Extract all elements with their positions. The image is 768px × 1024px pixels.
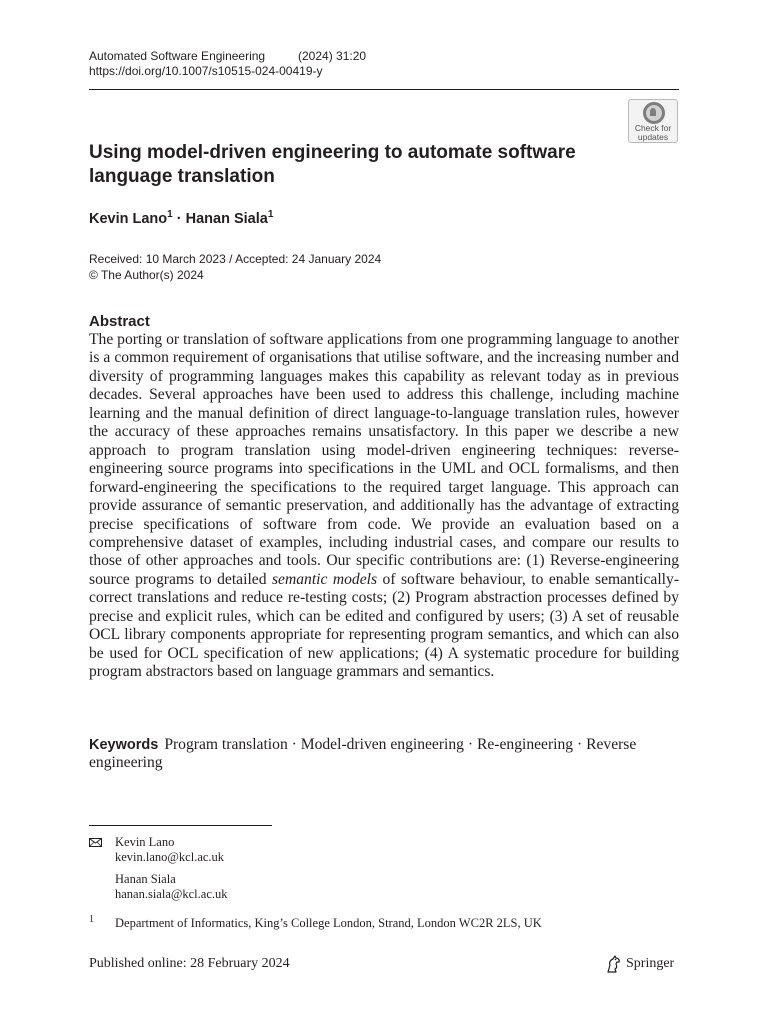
correspondence-name: Hanan Siala [115, 872, 176, 886]
check-for-updates-badge[interactable] [628, 99, 678, 143]
affiliation-marker: 1 [267, 209, 274, 220]
publisher-name: Springer [626, 956, 675, 971]
journal-volume: (2024) 31:20 [298, 49, 367, 63]
abstract-text: of software behaviour, to enable semantically-correct translations and reduce re-testing costs; (2) Program abstraction processes defined by precise and explicit rules, which can be edited and configured by users; (3) A set of reusable OCL library components appropriate for representing program semantics, and which can also be used for OCL specification of new applications; (4) A systematic procedure for building program abstractors based on language grammars and semantics. [89, 570, 680, 681]
abstract-emphasis: semantic models [271, 570, 378, 588]
keywords-label: Keywords [89, 737, 159, 753]
header-divider [89, 89, 679, 90]
keywords [89, 736, 679, 773]
bookmark-icon [643, 102, 665, 124]
correspondence-email[interactable]: hanan.siala@kcl.ac.uk [115, 887, 228, 901]
check-updates-line1: Check for [634, 123, 672, 133]
affiliation-number: 1 [89, 914, 94, 925]
envelope-icon [89, 838, 102, 847]
paper-title: Using model-driven engineering to automate software language translation [89, 142, 576, 187]
author-name[interactable]: Hanan Siala [185, 210, 268, 227]
springer-horse-icon [604, 954, 624, 974]
correspondence-email[interactable]: kevin.lano@kcl.ac.uk [115, 850, 225, 864]
affiliation: Department of Informatics, King’s College London, Strand, London WC2R 2LS, UK [115, 916, 542, 930]
author-separator: · [172, 210, 186, 227]
author-list [89, 209, 273, 227]
affiliation-marker: 1 [167, 209, 173, 220]
abstract-text: The porting or translation of software applications from one programming language to another is a common requirement of organisations that utilise software, and the increasing number and diversity of programming languages makes this capability as relevant today as in previous decades. Several approaches have been used to address this challenge, including machine learning and the manual definition of direct language-to-language translation rules, however the accuracy of these approaches remains unsatisfactory. In this paper we describe a new approach to program translation using model-driven engineering techniques: reverse-engineering source programs into specifications in the UML and OCL formalisms, and then forward-engineering the specifications to the required target language. This approach can provide assurance of semantic preservation, and additionally has the advantage of extracting precise specifications of software from code. We provide an evaluation based on a comprehensive dataset of examples, including industrial cases, and compare our results to those of other approaches and tools. Our specific contributions are: (1) Reverse-engineering source programs to detailed [89, 331, 679, 588]
author-name[interactable]: Kevin Lano [89, 210, 168, 227]
published-online-date: Published online: 28 February 2024 [89, 956, 290, 971]
copyright-notice: © The Author(s) 2024 [89, 268, 204, 282]
check-updates-line2: updates [637, 132, 669, 142]
abstract-heading: Abstract [89, 313, 150, 330]
doi-link[interactable]: https://doi.org/10.1007/s10515-024-00419-y [89, 64, 323, 78]
correspondence-name: Kevin Lano [115, 835, 175, 849]
received-accepted-dates: Received: 10 March 2023 / Accepted: 24 January 2024 [89, 252, 382, 266]
footnote-divider [89, 825, 272, 826]
abstract-body [89, 331, 679, 682]
keywords-list: Program translation · Model-driven engineering · Re-engineering · Reverse engineering [89, 736, 637, 772]
journal-name: Automated Software Engineering [89, 49, 266, 63]
